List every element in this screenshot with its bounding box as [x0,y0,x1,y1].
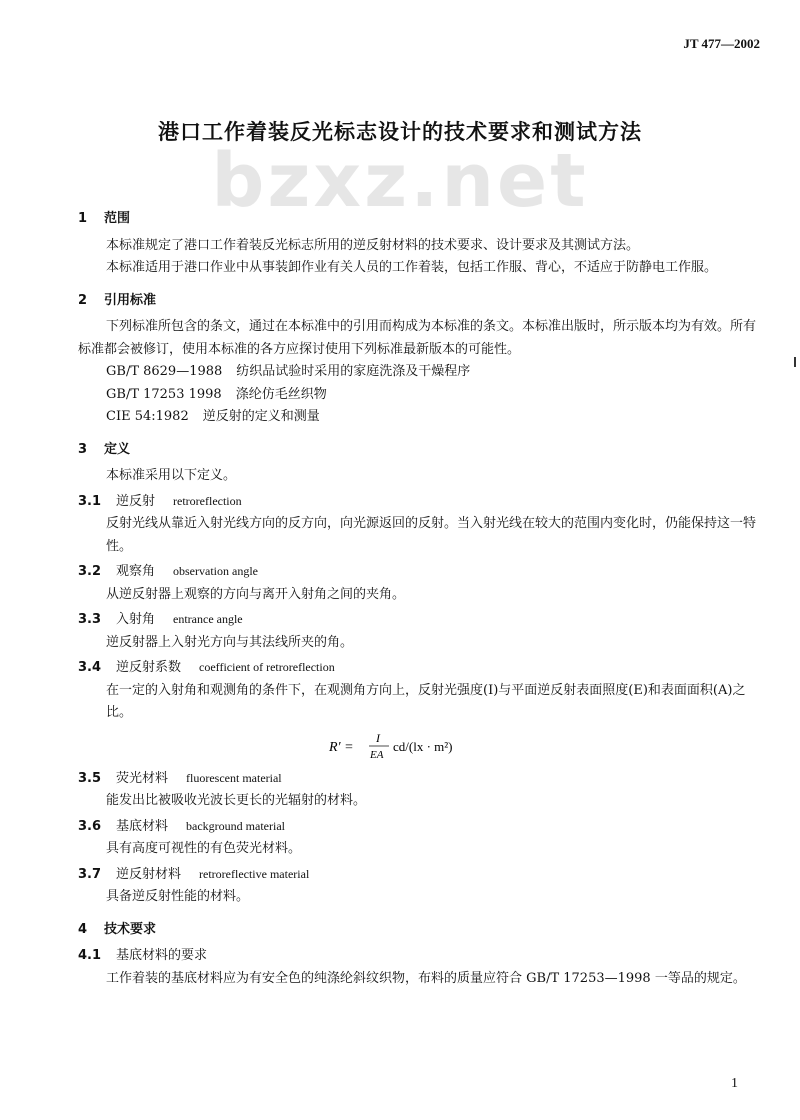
definition-term: 观察角 [116,564,156,579]
reference-item [78,406,768,429]
definition-number: 3.2 [78,564,102,579]
formula-graphic [323,731,523,761]
section-3-heading [78,439,768,462]
section-number: 1 [78,211,88,226]
definition-text: 从逆反射器上观察的方向与离开入射角之间的夹角。 [106,586,406,602]
definition-3-3 [78,608,768,632]
formula-numerator: I [376,730,380,745]
definition-number: 3.7 [78,866,102,882]
paragraph: 下列标准所包含的条文，通过在本标准中的引用而构成为本标准的条文。本标准出版时，所示版本均为有效。所有标准都会被修订，使用本标准的各方应探讨使用下列标准最新版本的可能性。 [78,319,757,357]
definition-text: 在一定的入射角和观测角的条件下，在观测角方向上，反射光强度(I)与平面逆反射表面照度(E)和表面面积(A)之比。 [106,682,746,720]
reference-code: GB/T 8629—1988 [106,364,223,379]
formula [78,731,768,761]
definition-term: 入射角 [116,612,156,627]
reference-name: 涤纶仿毛丝织物 [235,386,327,402]
section-2-heading [78,290,768,313]
definition-term: 逆反射材料 [116,866,182,882]
definition-3-4 [78,656,768,680]
section-title: 技术要求 [104,921,157,937]
definition-text: 反射光线从靠近入射光线方向的反方向，向光源返回的反射。当入射光线在较大的范围内变化时，仍能保持这一特性。 [106,516,757,554]
section-4-heading [78,919,768,942]
definition-term: 基底材料 [116,818,169,834]
section-1-heading [78,208,768,231]
definition-term-en: observation angle [173,564,258,578]
reference-item [78,384,768,407]
definition-text: 具有高度可视性的有色荧光材料。 [106,841,302,856]
definition-number: 3.5 [78,770,102,786]
reference-code: CIE 54:1982 [106,409,189,424]
watermark: bzxz.net [211,138,589,224]
definition-number: 3.3 [78,612,102,627]
subsection-number: 4.1 [78,948,102,963]
paragraph: 本标准采用以下定义。 [106,468,237,483]
definition-term-en: retroreflective material [199,866,310,881]
page-title: 港口工作着装反光标志设计的技术要求和测试方法 [158,120,642,144]
definition-text: 能发出比被吸收光波长更长的光辐射的材料。 [106,793,367,808]
definition-term-en: fluorescent material [186,770,282,785]
section-title: 定义 [104,441,131,457]
section-title: 范围 [104,211,131,226]
paragraph: 本标准适用于港口作业中从事装卸作业有关人员的工作着装，包括工作服、背心，不适应于防静电工作服。 [106,260,718,275]
definition-number: 3.1 [78,493,102,509]
definition-text: 具备逆反射性能的材料。 [106,889,250,904]
section-number: 4 [78,921,88,937]
body-content [78,198,768,990]
reference-name: 纺织品试验时采用的家庭洗涤及干燥程序 [236,364,471,379]
definition-number: 3.6 [78,818,102,834]
paragraph: 本标准规定了港口工作着装反光标志所用的逆反射材料的技术要求、设计要求及其测试方法。 [106,237,640,253]
standard-code: JT 477—2002 [683,36,760,51]
section-number: 3 [78,441,88,457]
definition-term-en: entrance angle [173,612,243,626]
definition-3-1 [78,490,768,514]
paragraph: 工作着装的基底材料应为有安全色的纯涤纶斜纹织物，布料的质量应符合 GB/T 17253—1998 一等品的规定。 [106,970,746,986]
definition-term: 荧光材料 [116,770,169,786]
definition-term-en: retroreflection [173,493,242,508]
subsection-title: 基底材料的要求 [116,948,208,963]
definition-term: 逆反射系数 [116,660,182,675]
reference-item [78,361,768,384]
definition-term: 逆反射 [116,493,156,509]
section-title: 引用标准 [104,292,157,308]
definition-number: 3.4 [78,660,102,675]
formula-denominator: EA [370,748,384,761]
reference-name: 逆反射的定义和测量 [202,409,320,424]
reference-code: GB/T 17253 1998 [106,386,222,402]
definition-3-5 [78,767,768,791]
subsection-4-1 [78,945,768,968]
definition-term-en: background material [186,818,285,833]
definition-3-6 [78,815,768,839]
margin-mark [794,357,796,367]
definition-3-2 [78,560,768,584]
definition-3-7 [78,863,768,887]
page-number: 1 [731,1076,738,1091]
formula-unit: cd/(lx · m²) [393,738,453,754]
section-number: 2 [78,292,88,308]
formula-lhs: R′ = [329,739,354,755]
definition-text: 逆反射器上入射光方向与其法线所夹的角。 [106,634,354,650]
definition-term-en: coefficient of retroreflection [199,660,335,674]
